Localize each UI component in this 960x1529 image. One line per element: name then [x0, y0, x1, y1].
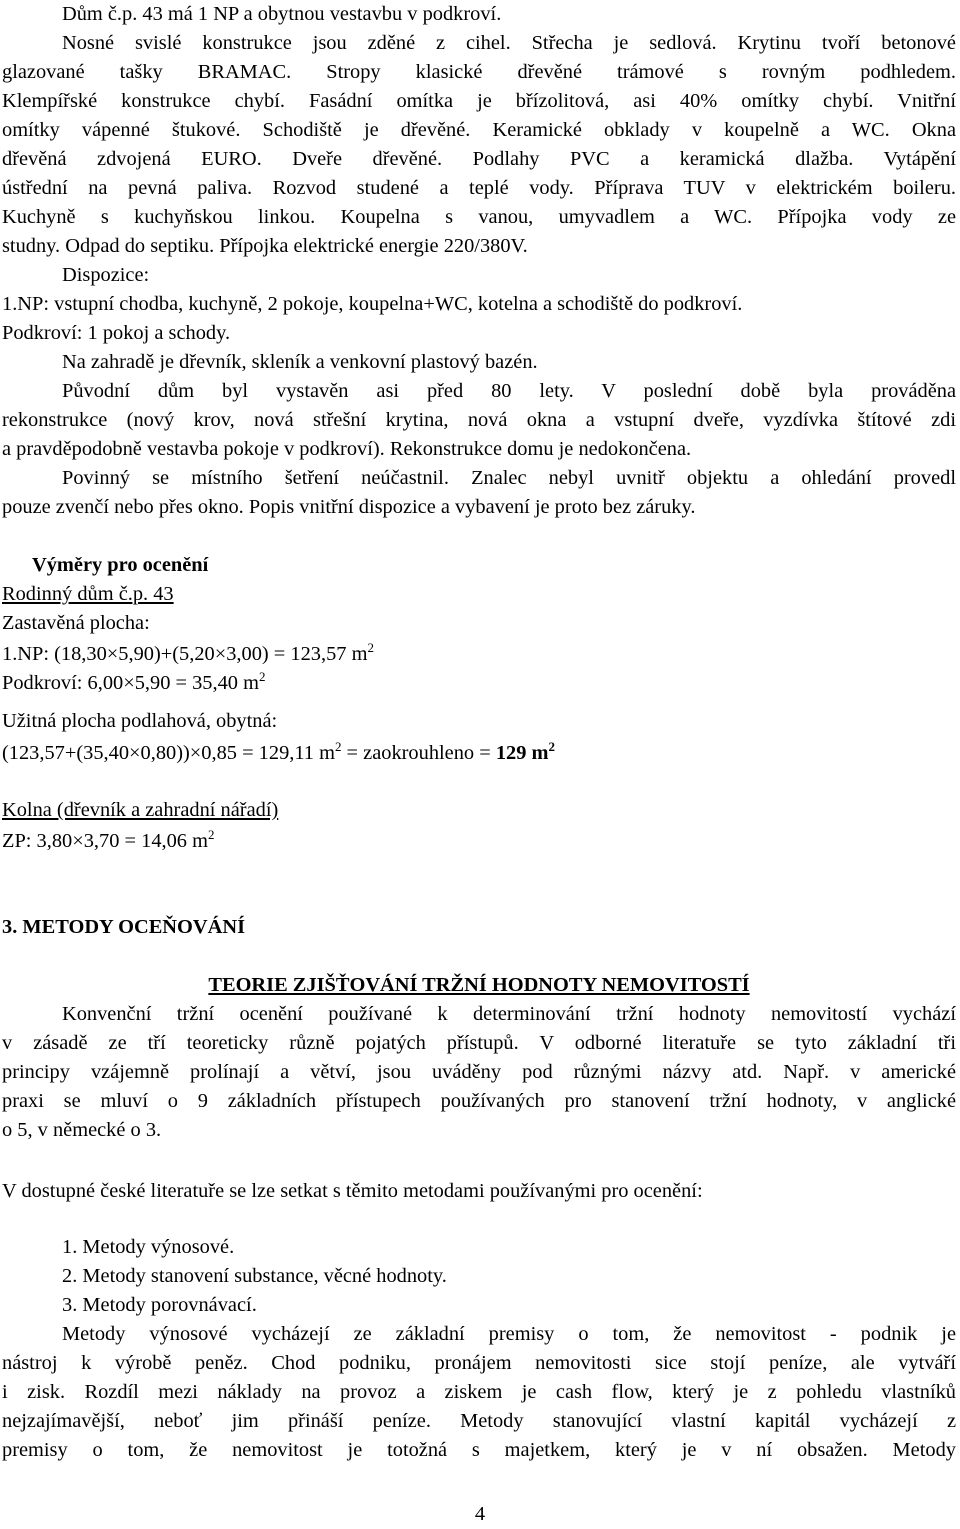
inspection-line-2: pouze zvenčí nebo přes okno. Popis vnitřní dispozice a vybavení je proto bez záruky.: [2, 496, 696, 518]
uzitna-formula: [2, 739, 956, 768]
uzitna-round: = zaokrouhleno =: [341, 742, 496, 764]
yield-line-4: nejzajímavější, neboť jim přináší peníze. Metody stanovující vlastní kapitál vycházejí z: [2, 1410, 956, 1432]
uzitna-formula-exp: 2: [334, 739, 342, 755]
np-formula: [2, 640, 956, 669]
intro-line-6: dřevěná zdvojená EURO. Dveře dřevěné. Podlahy PVC a keramická dlažba. Vytápění: [2, 148, 956, 170]
podkrovi-formula: [2, 669, 956, 698]
czech-literature: V dostupné české literatuře se lze setkat s těmito metodami používanými pro ocenění:: [2, 1180, 703, 1202]
kolna-heading-text: Kolna (dřevník a zahradní nářadí): [2, 799, 279, 821]
theory-line-4: praxi se mluví o 9 základních přístupech používaných pro stanovení tržní hodnoty, v anglické: [2, 1090, 956, 1112]
intro-line-1: Dům č.p. 43 má 1 NP a obytnou vestavbu v podkroví.: [62, 3, 502, 25]
section-heading: 3. METODY OCEŇOVÁNÍ: [2, 916, 246, 938]
kolna-formula: [2, 827, 956, 856]
zastavena-label: Zastavěná plocha:: [2, 612, 150, 634]
dispozice-np: 1.NP: vstupní chodba, kuchyně, 2 pokoje, koupelna+WC, kotelna a schodiště do podkroví.: [2, 293, 743, 315]
yield-line-5: premisy o tom, že nemovitost je totožná s majetkem, který je v ní obsažen. Metody: [2, 1439, 956, 1461]
dispozice-zahrada: Na zahradě je dřevník, skleník a venkovní plastový bazén.: [62, 351, 538, 373]
method-list-item-2: 2. Metody stanovení substance, věcné hodnoty.: [62, 1265, 447, 1287]
inspection-line-1: Povinný se místního šetření neúčastnil. Znalec nebyl uvnitř objektu a ohledání provedl: [62, 467, 956, 489]
history-line-3: a pravděpodobně vestavba pokoje v podkroví). Rekonstrukce domu je nedokončena.: [2, 438, 692, 460]
yield-line-2: nástroj k výrobě peněz. Chod podniku, pronájem nemovitosti sice stojí peníze, ale vytváří: [2, 1352, 956, 1374]
intro-line-3: glazované tašky BRAMAC. Stropy klasické dřevěné trámové s rovným podhledem.: [2, 61, 956, 83]
vymery-subheading: [2, 580, 956, 609]
method-list-item-3: 3. Metody porovnávací.: [62, 1294, 257, 1316]
uzitna-label: Užitná plocha podlahová, obytná:: [2, 710, 278, 732]
podkrovi-formula-text: Podkroví: 6,00×5,90 = 35,40 m: [2, 672, 259, 694]
history-line-1: Původní dům byl vystavěn asi před 80 lety. V poslední době byla prováděna: [62, 380, 956, 402]
theory-line-3: principy vzájemně prolínají a větví, jsou uváděny pod různými názvy atd. Např. v americké: [2, 1061, 956, 1083]
uzitna-result-exp: 2: [548, 739, 555, 755]
intro-line-5: omítky vápenné štukové. Schodiště je dřevěné. Keramické obklady v koupelně a WC. Okna: [2, 119, 956, 141]
theory-line-2: v zásadě ze tří teoreticky různě pojatých přístupů. V odborné literatuře se tyto základní tři: [2, 1032, 956, 1054]
np-formula-text: 1.NP: (18,30×5,90)+(5,20×3,00) = 123,57 m: [2, 643, 368, 665]
kolna-formula-exp: 2: [207, 827, 215, 843]
np-formula-exp: 2: [367, 640, 374, 656]
theory-line-1: Konvenční tržní ocenění používané k determinování tržní hodnoty nemovitostí vychází: [62, 1003, 956, 1025]
dispozice-podkrovi: Podkroví: 1 pokoj a schody.: [2, 322, 231, 344]
kolna-formula-text: ZP: 3,80×3,70 = 14,06 m: [2, 830, 208, 852]
intro-line-7: ústřední na pevná paliva. Rozvod studené a teplé vody. Příprava TUV v elektrickém boileru.: [2, 177, 956, 199]
intro-line-2: Nosné svislé konstrukce jsou zděné z cihel. Střecha je sedlová. Krytinu tvoří betonové: [62, 32, 956, 54]
intro-line-9: studny. Odpad do septiku. Přípojka elektrické energie 220/380V.: [2, 235, 528, 257]
method-list-item-1: 1. Metody výnosové.: [62, 1236, 235, 1258]
intro-line-4: Klempířské konstrukce chybí. Fasádní omítka je břízolitová, asi 40% omítky chybí. Vnitřní: [2, 90, 956, 112]
yield-line-1: Metody výnosové vycházejí ze základní premisy o tom, že nemovitost - podnik je: [62, 1323, 956, 1345]
theory-heading-text: TEORIE ZJIŠŤOVÁNÍ TRŽNÍ HODNOTY NEMOVITOSTÍ: [208, 974, 750, 996]
page-number: 4: [474, 1503, 486, 1525]
intro-line-8: Kuchyně s kuchyňskou linkou. Koupelna s vanou, umyvadlem a WC. Přípojka vody ze: [2, 206, 956, 228]
theory-heading: [2, 971, 956, 1000]
dispozice-heading: Dispozice:: [62, 264, 150, 286]
vymery-heading: Výměry pro ocenění: [32, 554, 209, 576]
uzitna-result: 129 m: [495, 742, 549, 764]
theory-line-5: o 5, v německé o 3.: [2, 1119, 162, 1141]
kolna-heading: [2, 796, 956, 825]
vymery-subheading-text: Rodinný dům č.p. 43: [2, 583, 174, 605]
yield-line-3: i zisk. Rozdíl mezi náklady na provoz a ziskem je cash flow, který je z pohledu vlastníků: [2, 1381, 956, 1403]
uzitna-formula-text: (123,57+(35,40×0,80))×0,85 = 129,11 m: [2, 742, 335, 764]
history-line-2: rekonstrukce (nový krov, nová střešní krytina, nová okna a vstupní dveře, vyzdívka štítové zdi: [2, 409, 956, 431]
podkrovi-formula-exp: 2: [258, 669, 266, 685]
